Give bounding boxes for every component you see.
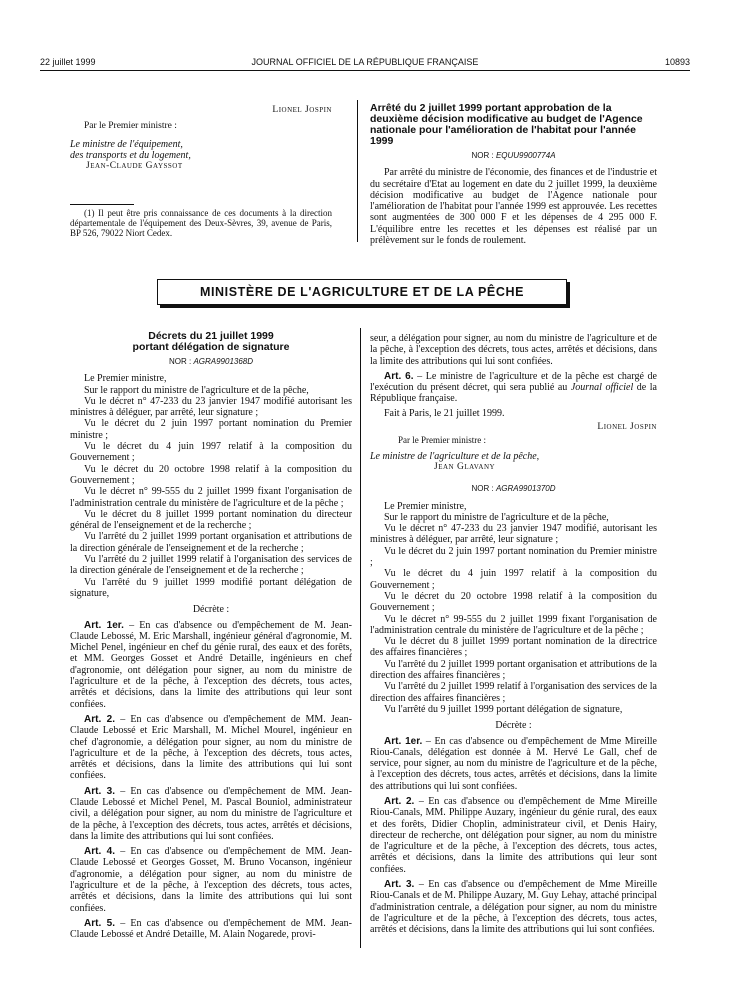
article-5-continued: seur, a délégation pour signer, au nom du ministre de l'agriculture et de la pêche, à l'exception des décrets, tous actes, arrêtés et décisions, dans la limite des attributions qui lui sont confiées. (370, 333, 657, 367)
decree-signer: Lionel Jospin (597, 422, 657, 433)
header-page-number: 10893 (664, 57, 690, 67)
signer-name: Lionel Jospin (272, 105, 332, 115)
footnote-rule (70, 204, 134, 205)
preamble-line: Vu le décret du 20 octobre 1998 relatif à la composition du Gouvernement ; (70, 463, 352, 486)
preamble-line: Vu le décret du 8 juillet 1999 portant nomination du directeur général de l'enseignement et de la recherche ; (70, 508, 352, 532)
ministry-banner: MINISTÈRE DE L'AGRICULTURE ET DE LA PÊCHE (157, 279, 567, 305)
decree-title-2: portant délégation de signature (132, 341, 290, 353)
article: Art. 1er. – En cas d'absence ou d'empêchement de Mme Mireille Riou-Canals, délégation est donnée à M. Hervé Le Gall, chef de service, pour signer, au nom du ministre de l'agriculture et de la pêche, à l'exception des décrets, tous actes, arrêtés et décisions, dans la limite des attributions qui lui sont confiées. (370, 735, 657, 792)
preamble-line: Vu le décret n° 99-555 du 2 juillet 1999 fixant l'organisation de l'administration centrale du ministère de l'agriculture et de la pêche ; (70, 486, 352, 509)
preamble-line: Vu le décret du 8 juillet 1999 portant nomination de la directrice des affaires financières ; (370, 636, 657, 659)
preamble-line: Vu le décret n° 99-555 du 2 juillet 1999 fixant l'organisation de l'administration centrale du ministère de l'agriculture et de la pêche ; (370, 613, 657, 636)
decree-signer-by: Par le Premier ministre : (398, 435, 486, 446)
minister-name: Jean-Claude Gayssot (86, 161, 183, 172)
preamble-line: Vu le décret du 4 juin 1997 relatif à la composition du Gouvernement ; (70, 441, 352, 464)
preamble-line: Vu l'arrêté du 2 juillet 1999 relatif à l'organisation des services de la direction générale de l'enseignement et de la recherche ; (70, 554, 352, 577)
article: Art. 2. – En cas d'absence ou d'empêchement de MM. Jean-Claude Lebossé et Eric Marshall, M. Michel Mourel, ingénieur en chef d'agronomie, a délégation pour signer, au nom du ministre de l'agriculture et de la pêche, à l'exception des décrets, tous actes, arrêtés et décisions, dans la limite des attributions qui lui sont confiées. (70, 713, 352, 782)
preamble-line: Vu l'arrêté du 9 juillet 1999 portant délégation de signature, (384, 703, 623, 715)
preamble-line: Le Premier ministre, (84, 373, 167, 385)
arrete-body: Par arrêté du ministre de l'économie, des finances et de l'industrie et du secrétaire d'Etat au logement en date du 2 juillet 1999, la deuxième décision modificative au budget de l'Agence nationale pour l'amélioration de l'habitat pour l'année 1999 est approuvée. Les recettes sont augmentées de 300 000 F et les dépenses de 4 295 000 F. L'équilibre entre les recettes et les dépenses est réalisé par un prélèvement sur le fonds de roulement. (370, 167, 657, 247)
preamble-line: Sur le rapport du ministre de l'agriculture et de la pêche, (384, 511, 609, 523)
article: Art. 1er. – En cas d'absence ou d'empêchement de M. Jean-Claude Lebossé, M. Eric Marshall, ingénieur général d'agronomie, M. Michel Penel, ingénieur en chef du génie rural, des eaux et des forêts, et MM. Georges Gosset et André Detaille, ingénieurs en chef d'agronomie, ont délégation pour signer, au nom du ministre de l'agriculture et de la pêche, à l'exception des décrets, tous actes, arrêtés et décisions, dans la limite des attributions qui leur sont confiées. (70, 619, 353, 710)
minister-role-1: Le ministre de l'équipement, (70, 138, 183, 150)
decree-title-1: Décrets du 21 juillet 1999 (148, 330, 274, 342)
footnote: (1) Il peut être pris connaissance de ces documents à la direction départementale de l'équipement des Deux-Sèvres, 39, avenue de Paris, BP 526, 79022 Niort Cedex. (70, 208, 332, 239)
top-left-column (70, 105, 332, 238)
minister-role-2: des transports et du logement, (70, 149, 191, 161)
article-6: Art. 6. – Le ministre de l'agriculture et de la pêche est chargé de l'exécution du présent décret, qui sera publié au Journal officiel de la République française. (370, 370, 657, 405)
column-divider-top (357, 100, 358, 242)
preamble-line: Vu l'arrêté du 9 juillet 1999 modifié portant délégation de signature, (70, 576, 352, 599)
article: Art. 3. – En cas d'absence ou d'empêchement de MM. Jean-Claude Lebossé et Michel Penel, M. Pascal Bouniol, administrateur civil, a délégation pour signer, au nom du ministre de l'agriculture et de la pêche, à l'exception des décrets, tous actes, arrêtés et décisions, dans la limite des attributions qui lui sont confiées. (70, 785, 352, 842)
decree-minister-role: Le ministre de l'agriculture et de la pêche, (370, 450, 540, 462)
preamble-line: Vu le décret du 2 juin 1997 portant nomination du Premier ministre ; (370, 545, 657, 569)
decree-minister-name: Jean Glavany (434, 461, 496, 472)
arrete-title: Arrêté du 2 juillet 1999 portant approbation de la deuxième décision modificative au budget de l'Agence nationale pour l'amélioration de l'habitat pour l'année 1999 (370, 102, 643, 147)
preamble-line: Le Premier ministre, (384, 500, 467, 512)
preamble-line: Sur le rapport du ministre de l'agriculture et de la pêche, (84, 384, 309, 396)
header-rule (40, 70, 690, 71)
column-divider-bottom (360, 328, 361, 948)
signer-by: Par le Premier ministre : (84, 121, 177, 132)
preamble-line: Vu le décret du 4 juin 1997 relatif à la composition du Gouvernement ; (370, 568, 657, 591)
decree-nor: NOR : AGRA9901368D (168, 357, 254, 366)
preamble-line: Vu le décret du 2 juin 1997 portant nomination du Premier ministre ; (70, 418, 352, 441)
preamble-line: Vu le décret du 20 octobre 1998 relatif à la composition du Gouvernement ; (370, 590, 657, 614)
decrete-label: Décrète : (192, 604, 230, 616)
decree2-decrete-label: Décrète : (495, 720, 532, 732)
article: Art. 4. – En cas d'absence ou d'empêchement de MM. Jean-Claude Lebossé et Georges Gosset, M. Bruno Vocanson, ingénieur d'agronomie, a délégation pour signer, au nom du ministre de l'agriculture et de la pêche, à l'exception des décrets, tous actes, arrêtés et décisions, dans la limite des attributions qui lui sont confiées. (70, 846, 352, 914)
article: Art. 2. – En cas d'absence ou d'empêchement de Mme Mireille Riou-Canals, MM. Philippe Auzary, ingénieur du génie rural, des eaux et des forêts, Didier Choplin, administrateur civil, et Denis Hairy, directeur de recherche, ont délégation pour signer, au nom du ministre de l'agriculture et de la pêche, à l'exception des décrets, tous actes, arrêtés et décisions, dans la limite des attributions qui leur sont confiées. (370, 795, 658, 875)
header-journal-title: JOURNAL OFFICIEL DE LA RÉPUBLIQUE FRANÇAISE (251, 57, 479, 67)
article: Art. 3. – En cas d'absence ou d'empêchement de Mme Mireille Riou-Canals et de M. Philippe Auzary, M. Guy Lehay, attaché principal d'administration centrale, a délégation pour signer, au nom du ministre de l'agriculture et de la pêche, à l'exception des décrets, tous actes, arrêtés et décisions, dans la limite des attributions qui lui sont confiées. (370, 879, 658, 936)
article: Art. 5. – En cas d'absence ou d'empêchement de MM. Jean-Claude Lebossé et André Detaille, M. Alain Nogarede, provi- (70, 917, 352, 941)
lower-left-column (70, 331, 352, 941)
preamble-line: Vu l'arrêté du 2 juillet 1999 relatif à l'organisation des services de la direction des affaires financières ; (370, 681, 657, 704)
arrete-nor: NOR : EQUU9900774A (471, 151, 556, 160)
preamble-line: Vu le décret n° 47-233 du 23 janvier 1947 modifié autorisant les ministres à déléguer, par arrêté, leur signature ; (70, 395, 352, 419)
done-at: Fait à Paris, le 21 juillet 1999. (384, 407, 505, 419)
preamble-line: Vu l'arrêté du 2 juillet 1999 portant organisation et attributions de la direction générale de l'enseignement et de la recherche ; (70, 531, 352, 554)
header-date: 22 juillet 1999 (40, 57, 96, 67)
lower-right-column (370, 333, 657, 936)
decree2-nor: NOR : AGRA9901370D (471, 484, 556, 494)
preamble-line: Vu le décret n° 47-233 du 23 janvier 1947 modifié, autorisant les ministres à déléguer, par arrêté, leur signature ; (370, 523, 657, 546)
top-right-column (370, 103, 657, 246)
preamble-line: Vu l'arrêté du 2 juillet 1999 portant organisation et attributions de la direction des affaires financières ; (370, 658, 657, 682)
